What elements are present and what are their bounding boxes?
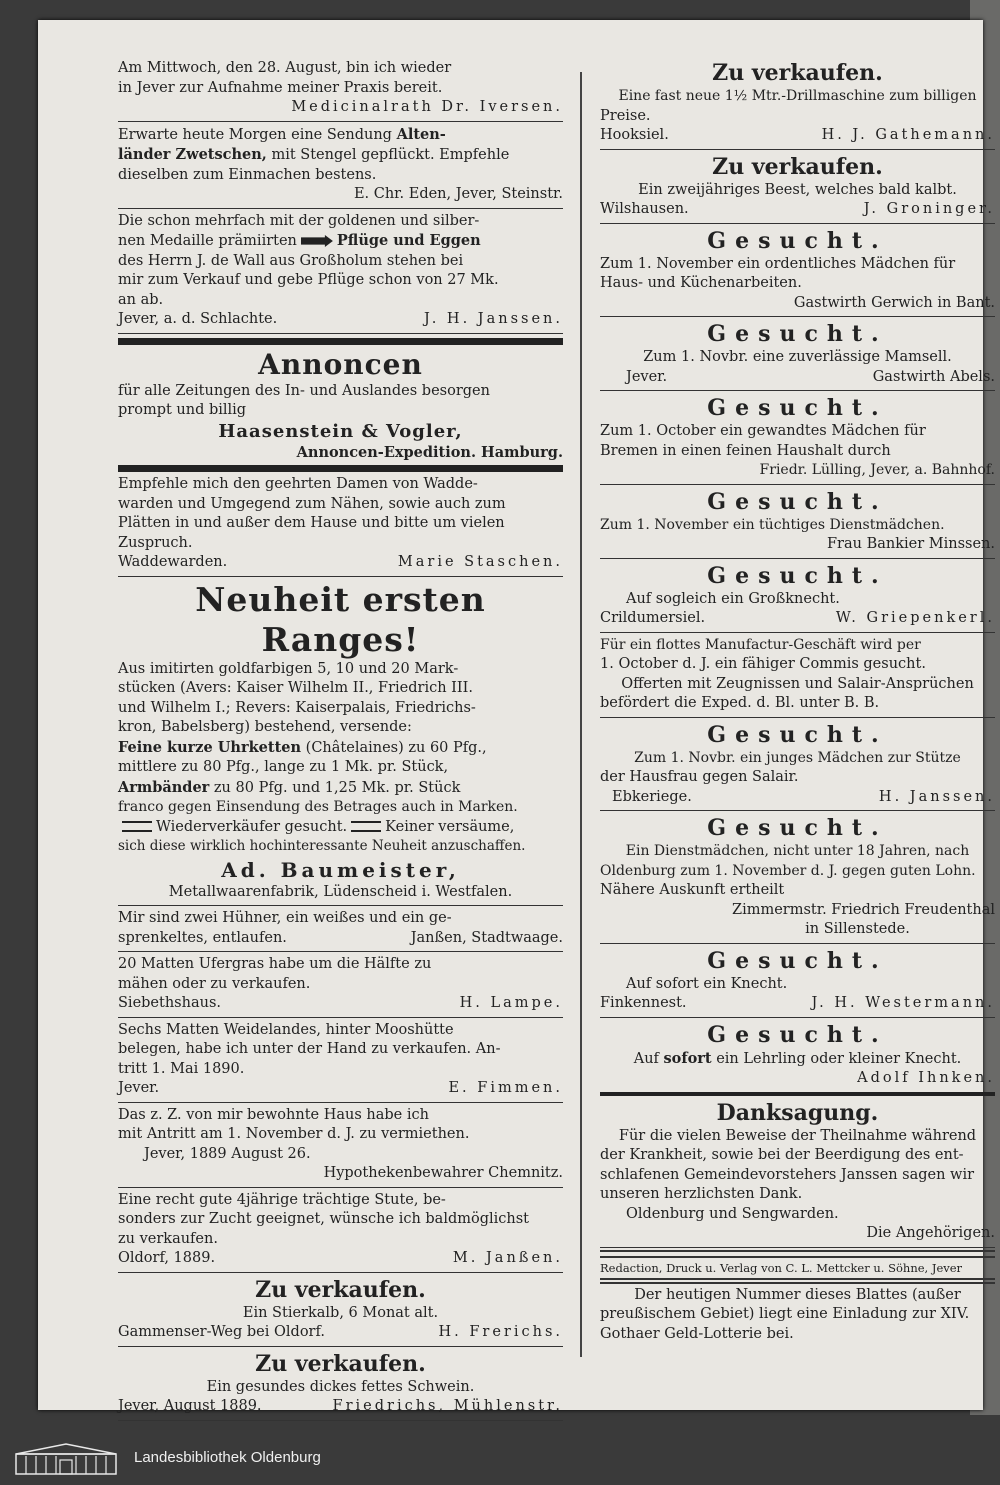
text-line: an ab. — [118, 291, 164, 308]
text-line — [118, 125, 563, 146]
ad-annoncen — [118, 338, 563, 473]
lottery-notice — [600, 1286, 995, 1345]
signature-line — [118, 1249, 563, 1269]
text-span: Auf — [633, 1050, 664, 1067]
signature-line — [118, 994, 563, 1014]
ad-heading: Gesucht. — [707, 227, 888, 254]
ad-beest — [600, 150, 995, 224]
ad-gesucht-ihnken — [600, 1018, 995, 1096]
text-line: Am Mittwoch, den 28. August, bin ich wieder — [118, 60, 452, 76]
signature-line — [118, 1323, 563, 1343]
text-line: mir zum Verkauf und gebe Pflüge schon von 27 Mk. — [118, 272, 499, 288]
ad-heading: Danksagung. — [716, 1099, 879, 1126]
text-line: Eine recht gute 4jährige trächtige Stute, be- — [118, 1191, 446, 1208]
text-line: Zum 1. November ein tüchtiges Dienstmädchen. — [600, 516, 945, 533]
text-line: für alle Zeitungen des In- und Auslandes besorgen — [118, 382, 490, 399]
signature: Die Angehörigen. — [866, 1225, 995, 1241]
pointing-hand-icon — [301, 235, 333, 247]
text-line: kron, Babelsberg) bestehend, versende: — [118, 719, 412, 735]
text-line: Oldenburg und Sengwarden. — [626, 1205, 839, 1222]
ad-heading: Gesucht. — [707, 321, 888, 347]
ad-heading: Neuheit ersten Ranges! — [195, 579, 486, 659]
signature-line — [600, 609, 995, 629]
text-line: zu verkaufen. — [118, 1230, 218, 1247]
ad-iversen — [118, 56, 563, 122]
text-line: in Sillenstede. — [805, 921, 910, 937]
text-line: Zum 1. October ein gewandtes Mädchen für — [600, 423, 926, 439]
ad-heading: Gesucht. — [707, 815, 888, 841]
signature: Zimmermstr. Friedrich Freudenthal — [732, 901, 995, 918]
place: Waddewarden. — [118, 554, 228, 570]
text-line: Oldenburg zum 1. November d. J. gegen guten Lohn. — [600, 862, 976, 879]
text-line: stücken (Avers: Kaiser Wilhelm II., Friedrich III. — [118, 680, 473, 696]
signature-line — [600, 368, 995, 388]
text-span: nen Medaille prämiirten — [118, 233, 297, 249]
signature: Janßen, Stadtwaage. — [410, 929, 563, 946]
text-line: Ein Stierkalb, 6 Monat alt. — [242, 1304, 439, 1321]
ad-schwein — [118, 1347, 563, 1421]
text-line: der Hausfrau gegen Salair. — [600, 769, 799, 785]
ad-heading: Gesucht. — [707, 947, 888, 974]
text-line — [118, 145, 563, 166]
place: Siebethshaus. — [118, 995, 221, 1011]
ad-heading: Gesucht. — [707, 488, 888, 515]
signature: Friedr. Lülling, Jever, a. Bahnhof. — [759, 462, 995, 478]
text-line: 20 Matten Ufergras habe um die Hälfte zu — [118, 956, 432, 972]
library-footer — [0, 1432, 1000, 1485]
library-building-icon — [10, 1442, 122, 1476]
text-span: sprenkeltes, entlaufen. — [118, 929, 287, 946]
ad-pfluege — [118, 209, 563, 334]
double-rule — [600, 1250, 995, 1258]
text-line: Zum 1. Novbr. eine zuverlässige Mamsell. — [643, 349, 952, 365]
text-line: Zuspruch. — [118, 534, 193, 551]
ad-gesucht-ebkeriege — [600, 718, 995, 812]
signature-line — [600, 788, 995, 808]
text-line: Für die vielen Beweise der Theilnahme während — [618, 1127, 977, 1144]
text-line: Preise. — [600, 107, 651, 124]
text-line: Ein Dienstmädchen, nicht unter 18 Jahren, nach — [625, 843, 970, 859]
signature-line — [600, 126, 995, 146]
signature: Friedrichs, Mühlenstr. — [332, 1398, 563, 1414]
firm-line: Annoncen-Expedition. Hamburg. — [296, 443, 563, 461]
text-span: (Châtelaines) zu 60 Pfg., — [301, 739, 487, 756]
text-line: unseren herzlichsten Dank. — [600, 1186, 803, 1202]
ad-danksagung — [600, 1096, 995, 1248]
ad-neuheit — [118, 577, 563, 907]
ad-gesucht-griepenkerl — [600, 559, 995, 633]
text-line: warden und Umgegend zum Nähen, sowie auch zum — [118, 495, 506, 512]
signature: H. Janssen. — [878, 788, 995, 805]
text-line: tritt 1. Mai 1890. — [118, 1060, 245, 1077]
signature-line — [118, 553, 563, 573]
text-line: Gothaer Geld-Lotterie bei. — [600, 1325, 794, 1342]
place: Crildumersiel. — [600, 610, 706, 626]
place: Jever. — [626, 368, 668, 385]
place: Hooksiel. — [600, 127, 669, 143]
ad-gesucht-abels — [600, 317, 995, 391]
text-line: Jever, 1889 August 26. — [144, 1145, 311, 1162]
text-line: Zum 1. Novbr. ein junges Mädchen zur Stütze — [634, 749, 961, 766]
text-line: Das z. Z. von mir bewohnte Haus habe ich — [118, 1106, 429, 1123]
bold-span: Pflüge und Eggen — [336, 232, 481, 249]
text-line: preußischem Gebiet) liegt eine Einladung zur XIV. — [600, 1306, 970, 1322]
text-span: ein Lehrling oder kleiner Knecht. — [711, 1050, 962, 1067]
text-line: mit Antritt am 1. November d. J. zu vermiethen. — [118, 1126, 470, 1142]
text-line: belegen, habe ich unter der Hand zu verkaufen. An- — [118, 1041, 501, 1057]
text-line: sonders zur Zucht geeignet, wünsche ich baldmöglichst — [118, 1211, 530, 1227]
text-span: Wiederverkäufer gesucht. — [156, 818, 348, 835]
ad-heading: Zu verkaufen. — [255, 1350, 426, 1377]
signature: J. Groninger. — [863, 201, 995, 217]
signature: E. Chr. Eden, Jever, Steinstr. — [353, 186, 563, 202]
text-line — [600, 1049, 995, 1070]
text-span: mit Stengel gepflückt. Empfehle — [266, 147, 510, 163]
place: Jever, August 1889. — [118, 1398, 262, 1414]
signature: J. H. Westermann. — [811, 995, 995, 1011]
text-line: Zum 1. November ein ordentliches Mädchen für — [600, 255, 956, 272]
ad-heading: Zu verkaufen. — [712, 153, 883, 180]
text-span: zu 80 Pfg. und 1,25 Mk. pr. Stück — [209, 779, 461, 796]
text-line: Auf sogleich ein Großknecht. — [626, 590, 840, 607]
ad-gesucht-luelling — [600, 391, 995, 485]
text-line: Sechs Matten Weidelandes, hinter Mooshütte — [118, 1021, 454, 1038]
signature: M. Janßen. — [452, 1250, 563, 1266]
double-rule — [600, 1278, 995, 1284]
firm-name: Ad. Baumeister, — [221, 857, 460, 882]
ad-heading: Gesucht. — [707, 395, 888, 421]
ad-heading: Zu verkaufen. — [255, 1276, 426, 1303]
text-line: Bremen in einen feinen Haushalt durch — [600, 442, 891, 459]
text-line: Haus- und Küchenarbeiten. — [600, 275, 802, 291]
text-line: dieselben zum Einmachen bestens. — [118, 166, 377, 183]
ad-eden — [118, 122, 563, 209]
ad-commis — [600, 633, 995, 718]
signature: Adolf Ihnken. — [857, 1070, 995, 1086]
ad-ufergras — [118, 952, 563, 1018]
ad-heading: Annoncen — [258, 347, 423, 381]
text-line — [118, 231, 563, 252]
text-line: und Wilhelm I.; Revers: Kaiserpalais, Friedrichs- — [118, 699, 476, 716]
signature: Gastwirth Gerwich in Bant. — [793, 294, 995, 311]
text-line: Aus imitirten goldfarbigen 5, 10 und 20 Mark- — [118, 660, 459, 677]
signature-line — [600, 200, 995, 220]
signature-line — [118, 310, 563, 330]
signature-line — [118, 1397, 563, 1417]
library-name: Landesbibliothek Oldenburg — [134, 1449, 321, 1466]
imprint: Redaction, Druck u. Verlag von C. L. Mettcker u. Söhne, Jever — [600, 1260, 963, 1275]
ad-gesucht-gerwich — [600, 224, 995, 318]
text-line: Ein gesundes dickes fettes Schwein. — [206, 1378, 475, 1395]
text-line: Empfehle mich den geehrten Damen von Wadde- — [118, 476, 478, 492]
place: Jever. — [118, 1080, 160, 1096]
double-rule-icon — [351, 821, 381, 832]
text-line: Auf sofort ein Knecht. — [626, 975, 788, 992]
signature: Medicinalrath Dr. Iversen. — [291, 99, 563, 115]
place: Oldorf, 1889. — [118, 1250, 216, 1266]
text-line: Nähere Auskunft ertheilt — [600, 882, 785, 898]
bold-span: länder Zwetschen, — [118, 146, 267, 163]
signature: Frau Bankier Minssen. — [826, 536, 995, 552]
ad-stierkalb — [118, 1273, 563, 1347]
text-line: des Herrn J. de Wall aus Großholum stehen bei — [118, 252, 464, 269]
ad-heading: Gesucht. — [707, 562, 888, 589]
signature-line — [118, 1079, 563, 1099]
text-line: franco gegen Einsendung des Betrages auch in Marken. — [118, 799, 518, 815]
text-line: mittlere zu 80 Pfg., lange zu 1 Mk. pr. Stück, — [118, 759, 449, 775]
text-line: Mir sind zwei Hühner, ein weißes und ein ge- — [118, 910, 452, 926]
double-rule-icon — [122, 821, 152, 832]
text-line: der Krankheit, sowie bei der Beerdigung des ent- — [600, 1147, 964, 1163]
text-line: Der heutigen Nummer dieses Blattes (außer — [634, 1286, 961, 1303]
ad-weideland — [118, 1018, 563, 1103]
text-line — [118, 738, 563, 759]
signature: Marie Staschen. — [397, 554, 563, 570]
ad-gesucht-minssen — [600, 485, 995, 559]
text-line: Plätten in und außer dem Hause und bitte um vielen — [118, 515, 505, 531]
signature: W. Griepenkerl. — [835, 610, 995, 626]
signature: J. H. Janssen. — [424, 311, 563, 327]
text-line: sich diese wirklich hochinteressante Neuheit anzuschaffen. — [118, 838, 526, 854]
ad-gesucht-freudenthal — [600, 811, 995, 944]
text-line — [118, 929, 563, 949]
place: Finkennest. — [600, 995, 687, 1011]
signature-line — [600, 994, 995, 1014]
ad-drillmaschine — [600, 56, 995, 150]
ad-huehner — [118, 906, 563, 952]
text-line: Ein zweijähriges Beest, welches bald kalbt. — [638, 181, 957, 198]
text-line: in Jever zur Aufnahme meiner Praxis bereit. — [118, 79, 443, 96]
text-span: Keiner versäume, — [385, 818, 515, 835]
text-line: prompt und billig — [118, 402, 247, 418]
signature: Gastwirth Abels. — [872, 368, 995, 385]
ad-haus — [118, 1103, 563, 1188]
place: Ebkeriege. — [612, 788, 692, 805]
firm-name: Haasenstein & Vogler, — [218, 420, 463, 442]
right-column — [600, 56, 995, 1344]
bold-span: sofort — [663, 1049, 712, 1067]
newspaper-page — [38, 20, 995, 1414]
column-divider — [580, 72, 582, 1357]
text-line — [118, 778, 563, 799]
firm-line: Metallwaarenfabrik, Lüdenscheid i. Westfalen. — [168, 883, 513, 900]
place: Jever, a. d. Schlachte. — [118, 311, 278, 327]
signature: H. J. Gathemann. — [821, 127, 995, 143]
place: Gammenser-Weg bei Oldorf. — [118, 1324, 325, 1340]
text-line: schlafenen Gemeindevorstehers Janssen sagen wir — [600, 1166, 975, 1183]
text-span: Erwarte heute Morgen eine Sendung — [118, 126, 392, 143]
ad-heading: Zu verkaufen. — [712, 60, 883, 86]
ad-gesucht-westermann — [600, 944, 995, 1018]
text-line: befördert die Exped. d. Bl. unter B. B. — [600, 695, 880, 711]
ad-heading: Gesucht. — [707, 721, 888, 748]
signature: Hypothekenbewahrer Chemnitz. — [323, 1165, 563, 1181]
left-column — [118, 56, 563, 1421]
bold-span: Alten- — [396, 125, 446, 143]
place: Wilshausen. — [600, 201, 689, 217]
bold-span: Feine kurze Uhrketten — [118, 738, 302, 756]
text-line: Offerten mit Zeugnissen und Salair-Ansprüchen — [621, 675, 974, 692]
text-line: 1. October d. J. ein fähiger Commis gesucht. — [600, 656, 926, 672]
signature: H. Lampe. — [459, 995, 563, 1011]
ad-heading: Gesucht. — [707, 1021, 888, 1048]
text-line — [118, 818, 563, 838]
text-line: Die schon mehrfach mit der goldenen und silber- — [118, 212, 480, 229]
text-line: Für ein flottes Manufactur-Geschäft wird per — [600, 636, 921, 653]
ad-stute — [118, 1188, 563, 1273]
text-line: Eine fast neue 1½ Mtr.-Drillmaschine zum billigen — [618, 88, 977, 104]
signature: E. Fimmen. — [448, 1080, 563, 1096]
signature: H. Frerichs. — [438, 1324, 563, 1340]
ad-staschen — [118, 472, 563, 577]
text-line: mähen oder zu verkaufen. — [118, 975, 311, 992]
bold-span: Armbänder — [118, 778, 210, 796]
